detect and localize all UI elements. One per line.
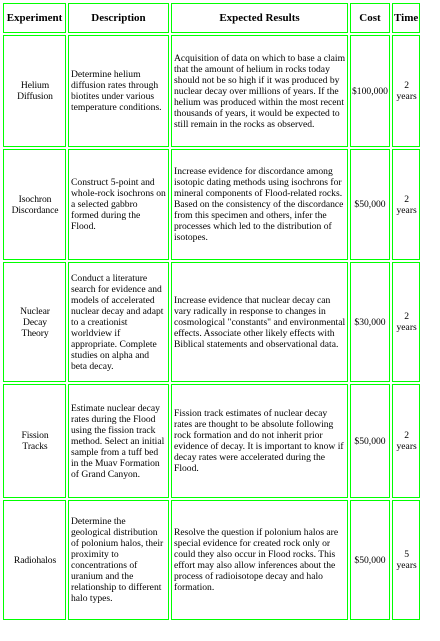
description-cell: Conduct a literature search for evidence and models of accelerated nuclear decay and adapt to a creationist worldview if appropriate. Complete studies on alpha and beta decay. bbox=[68, 262, 169, 382]
experiment-name-line: Fission bbox=[21, 430, 49, 441]
time-unit: years bbox=[396, 91, 417, 102]
time-value: 5 bbox=[404, 549, 410, 560]
experiment-cell bbox=[3, 384, 66, 498]
time-value: 2 bbox=[404, 80, 410, 91]
description-cell: Determine helium diffusion rates through biotites under various temperature conditions. bbox=[68, 35, 169, 147]
table-row bbox=[3, 262, 420, 382]
time-cell bbox=[392, 149, 420, 260]
table-wrapper bbox=[1, 1, 422, 622]
header-time: Time bbox=[392, 3, 420, 33]
table-row bbox=[3, 149, 420, 260]
header-expected-results: Expected Results bbox=[171, 3, 348, 33]
expected-results-cell: Resolve the question if polonium halos are special evidence for created rock only or could they also occur in Flood rocks. This effort may also allow inferences about the process of radioisotope decay and halo formation. bbox=[171, 500, 348, 620]
description-cell: Construct 5-point and whole-rock isochrons on a selected gabbro formed during the Flood. bbox=[68, 149, 169, 260]
time-cell bbox=[392, 500, 420, 620]
experiment-cell bbox=[3, 35, 66, 147]
cost-cell: $50,000 bbox=[350, 149, 390, 260]
experiment-name-line: Helium bbox=[20, 80, 50, 91]
experiment-cell bbox=[3, 149, 66, 260]
description-cell: Estimate nuclear decay rates during the Flood using the fission track method. Select an initial sample from a tuff bed in the Muav Formation of Grand Canyon. bbox=[68, 384, 169, 498]
table-row bbox=[3, 35, 420, 147]
cost-cell: $50,000 bbox=[350, 500, 390, 620]
time-unit: years bbox=[396, 441, 417, 452]
experiment-name-line: Theory bbox=[21, 327, 49, 339]
experiment-name-line: Radiohalos bbox=[13, 554, 57, 566]
time-value: 2 bbox=[404, 311, 410, 322]
experiment-name-line: Nuclear bbox=[20, 305, 50, 317]
table-row bbox=[3, 384, 420, 498]
time-value: 2 bbox=[404, 430, 410, 441]
cost-cell: $50,000 bbox=[350, 384, 390, 498]
experiment-name-line: Diffusion bbox=[17, 91, 53, 102]
time-value: 2 bbox=[404, 193, 410, 205]
cost-cell: $100,000 bbox=[350, 35, 390, 147]
time-unit: years bbox=[396, 322, 417, 333]
table-row bbox=[3, 500, 420, 620]
expected-results-cell: Increase evidence for discordance among isotopic dating methods using isochrons for mineral components of Flood-related rocks. Based on the consistency of the discordance from this specimen and others, infer the processes which led to the distribution of isotopes. bbox=[171, 149, 348, 260]
time-cell bbox=[392, 262, 420, 382]
header-cost: Cost bbox=[350, 3, 390, 33]
experiment-name-line: Decay bbox=[23, 316, 47, 328]
experiment-cell bbox=[3, 500, 66, 620]
header-experiment: Experiment bbox=[3, 3, 66, 33]
experiment-name-line: Tracks bbox=[22, 441, 48, 452]
header-row bbox=[3, 3, 420, 33]
time-unit: years bbox=[396, 560, 417, 571]
header-description: Description bbox=[68, 3, 169, 33]
time-cell bbox=[392, 35, 420, 147]
cost-cell: $30,000 bbox=[350, 262, 390, 382]
expected-results-cell: Fission track estimates of nuclear decay rates are thought to be absolute following rock formation and do not inherit prior evidence of decay. It is important to know if decay rates were accelerated during the Flood. bbox=[171, 384, 348, 498]
description-cell: Determine the geological distribution of polonium halos, their proximity to concentrations of uranium and the relationship to different halo types. bbox=[68, 500, 169, 620]
experiment-name-line: Discordance bbox=[11, 204, 59, 216]
experiment-cell bbox=[3, 262, 66, 382]
experiment-name-line: Isochron bbox=[18, 193, 52, 205]
expected-results-cell: Increase evidence that nuclear decay can vary radically in response to changes in cosmological "constants" and environmental effects. Associate other likely effects with Biblical statements and observational data. bbox=[171, 262, 348, 382]
experiments-table bbox=[1, 1, 422, 622]
expected-results-cell: Acquisition of data on which to base a claim that the amount of helium in rocks today should not be so high if it was produced by nuclear decay over millions of years. If the helium was produced within the most recent thousands of years, it would be expected to still remain in the rocks as observed. bbox=[171, 35, 348, 147]
time-unit: years bbox=[396, 204, 417, 216]
time-cell bbox=[392, 384, 420, 498]
